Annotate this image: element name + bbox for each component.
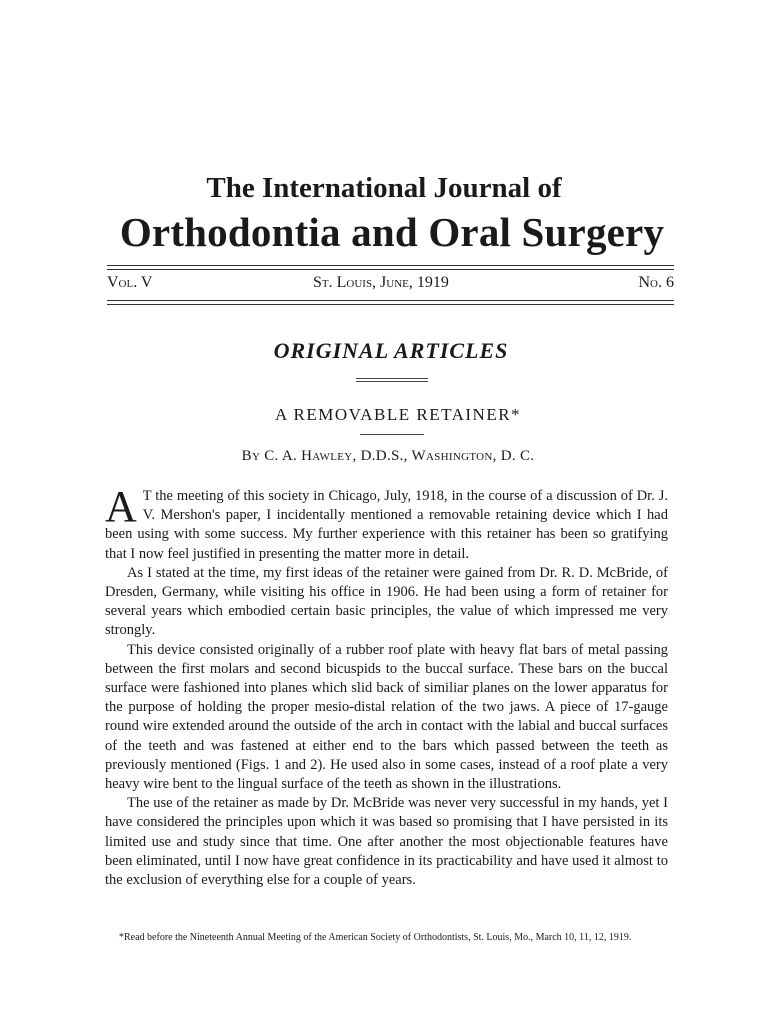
paragraph-2: As I stated at the time, my first ideas of the retainer were gained from Dr. R. D. McBride, of Dresden, Germany, while visiting his office in 1906. He had been using a form of retainer for several years which embodied certain basic principles, the value of which impressed me very strongly. [105,564,668,639]
footnote: *Read before the Nineteenth Annual Meeting of the American Society of Orthodontists, St. Louis, Mo., March 10, 11, 12, 1919. [119,932,632,943]
journal-title-line1: The International Journal of [206,172,562,204]
volume-label: Vol. V [107,274,153,291]
title-divider [360,434,424,435]
masthead-bottom-rule-inner [107,304,674,305]
paragraph-1 [105,482,668,564]
issue-number-label: No. 6 [638,274,674,291]
masthead-top-rule-inner [107,269,674,270]
section-title: ORIGINAL ARTICLES [273,338,509,363]
section-divider [356,378,428,379]
paragraph-1-text: T the meeting of this society in Chicago, July, 1918, in the course of a discussion of Dr. J. V. Mershon's paper, I incidentally mentioned a removable retaining device which I had been using with some success. My further experience with this retainer has been so gratifying that I now feel justified in presenting the matter more in detail. [105,488,668,562]
place-date-label: St. Louis, June, 1919 [313,274,449,291]
journal-title-line2: Orthodontia and Oral Surgery [119,209,665,255]
masthead-bottom-rule [107,300,674,301]
article-title: A REMOVABLE RETAINER* [274,405,522,424]
paragraph-3: This device consisted originally of a rubber roof plate with heavy flat bars of metal passing between the first molars and second bicuspids to the buccal surface. These bars on the buccal surface were fashioned into planes which slid back of similiar planes on the lower apparatus for the purpose of holding the proper mesio-distal relation of the two jaws. A piece of 17-gauge round wire extended around the outside of the arch in contact with the labial and buccal surfaces of the teeth and was fastened at either end to the bars which passed between the teeth as previously mentioned (Figs. 1 and 2). He used also in some cases, instead of a roof plate a very heavy wire bent to the lingual surface of the teeth as shown in the illustrations. [105,641,668,793]
article-body [105,482,668,890]
masthead-top-rule [107,265,674,266]
article-byline: By C. A. Hawley, D.D.S., Washington, D. C. [241,448,535,464]
section-divider-inner [356,381,428,382]
paragraph-4: The use of the retainer as made by Dr. McBride was never very successful in my hands, yet I have considered the principles upon which it was based so promising that I have persisted in its limited use and study since that time. One after another the most objectionable features have been eliminated, until I now have great confidence in its practicability and have used it almost to the exclusion of everything else for a couple of years. [105,795,668,889]
masthead [107,274,674,296]
drop-cap: A [105,482,137,531]
